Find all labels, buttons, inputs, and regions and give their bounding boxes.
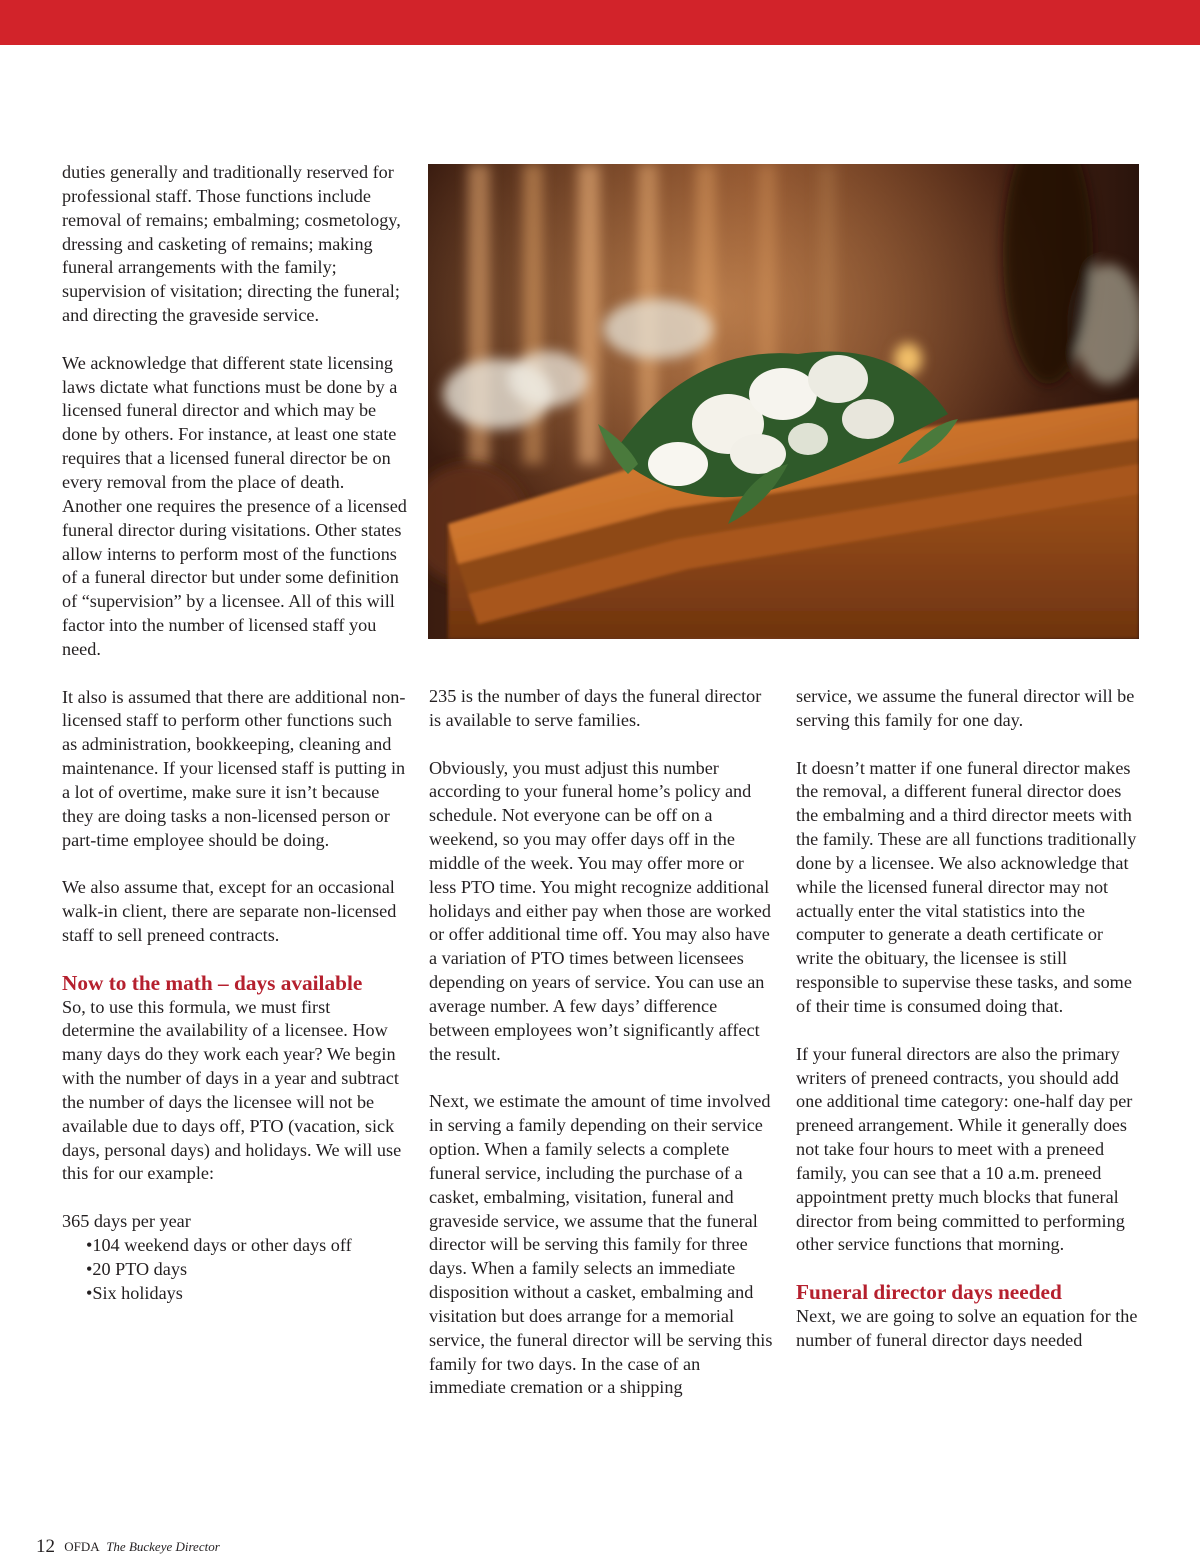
paragraph: Next, we are going to solve an equation for the number of funeral director days needed — [796, 1305, 1138, 1350]
list-item: •20 PTO days — [86, 1258, 188, 1279]
article-column-1 — [62, 161, 407, 1306]
paragraph: Obviously, you must adjust this number according to your funeral home’s policy and schedule. Not everyone can be off on a weekend, so you may offer days off in the middle of the week. You may offer more or less PTO time. You might recognize additional holidays and either pay when those are worked or offer additional time off. You may also have a variation of PTO times between licensees depending on years of service. You can use an average number. A few days’ difference between employees won’t significantly affect the result. — [429, 757, 771, 1064]
section-heading-days-available: Now to the math – days available — [62, 970, 363, 995]
page-number: 12 — [36, 1536, 55, 1557]
article-column-2 — [429, 685, 774, 1400]
paragraph: It also is assumed that there are additional non-licensed staff to perform other functions such as administration, bookkeeping, cleaning and maintenance. If your licensed staff is putting in a lot of overtime, make sure it isn’t because they are doing tasks a non-licensed person or part-time employee should be doing. — [62, 686, 406, 850]
list-intro: 365 days per year — [62, 1211, 191, 1232]
paragraph: It doesn’t matter if one funeral director makes the removal, a different funeral director does the embalming and a third director meets with the family. These are all functions traditionally done by a licensee. We also acknowledge that while the licensed funeral director may not actually enter the vital statistics into the computer to generate a death certificate or write the obituary, the licensee is still responsible to supervise these tasks, and some of their time is consumed doing that. — [796, 757, 1137, 1016]
footer-publication: The Buckeye Director — [106, 1539, 220, 1554]
days-off-list — [62, 1234, 407, 1306]
paragraph: If your funeral directors are also the primary writers of preneed contracts, you should add one additional time category: one-half day per preneed arrangement. While it generally does not take four hours to meet with a preneed family, you can see that a 10 a.m. preneed appointment pretty much blocks that funeral director from being committed to performing other service functions that morning. — [796, 1043, 1133, 1255]
paragraph: 235 is the number of days the funeral director is available to serve families. — [429, 686, 762, 730]
paragraph: duties generally and traditionally reserved for professional staff. Those functions include removal of remains; embalming; cosmetology, dressing and casketing of remains; making funeral arrangements with the family; supervision of visitation; directing the funeral; and directing the graveside service. — [62, 162, 401, 326]
paragraph: We also assume that, except for an occasional walk-in client, there are separate non-licensed staff to sell preneed contracts. — [62, 877, 397, 945]
casket-flowers-photo — [428, 164, 1139, 639]
list-item: •104 weekend days or other days off — [86, 1234, 352, 1255]
article-column-3 — [796, 685, 1141, 1353]
page-footer — [36, 1536, 220, 1558]
paragraph: We acknowledge that different state licensing laws dictate what functions must be done by a licensed funeral director and which may be done by others. For instance, at least one state requires that a licensed funeral director be on every removal from the place of death. Another one requires the presence of a licensed funeral director during visitations. Other states allow interns to perform most of the functions of a funeral director but under some definition of “supervision” by a licensee. All of this will factor into the number of licensed staff you need. — [62, 352, 407, 659]
footer-org: OFDA — [64, 1539, 99, 1554]
paragraph: Next, we estimate the amount of time involved in serving a family depending on their service option. When a family selects a complete funeral service, including the purchase of a casket, embalming, visitation, funeral and graveside service, we assume that the funeral director will be serving this family for three days. When a family selects an immediate disposition without a casket, embalming and visitation but does arrange for a memorial service, the funeral director will be serving this family for two days. In the case of an immediate cremation or a shipping — [429, 1091, 773, 1398]
paragraph: So, to use this formula, we must first determine the availability of a licensee. How many days do they work each year? We begin with the number of days in a year and subtract the number of days the licensee will not be available due to days off, PTO (vacation, sick days, personal days) and holidays. We will use this for our example: — [62, 996, 402, 1184]
section-heading-days-needed: Funeral director days needed — [796, 1280, 1062, 1305]
top-accent-bar — [0, 0, 1200, 45]
list-item: •Six holidays — [86, 1282, 183, 1303]
paragraph: service, we assume the funeral director will be serving this family for one day. — [796, 686, 1135, 730]
